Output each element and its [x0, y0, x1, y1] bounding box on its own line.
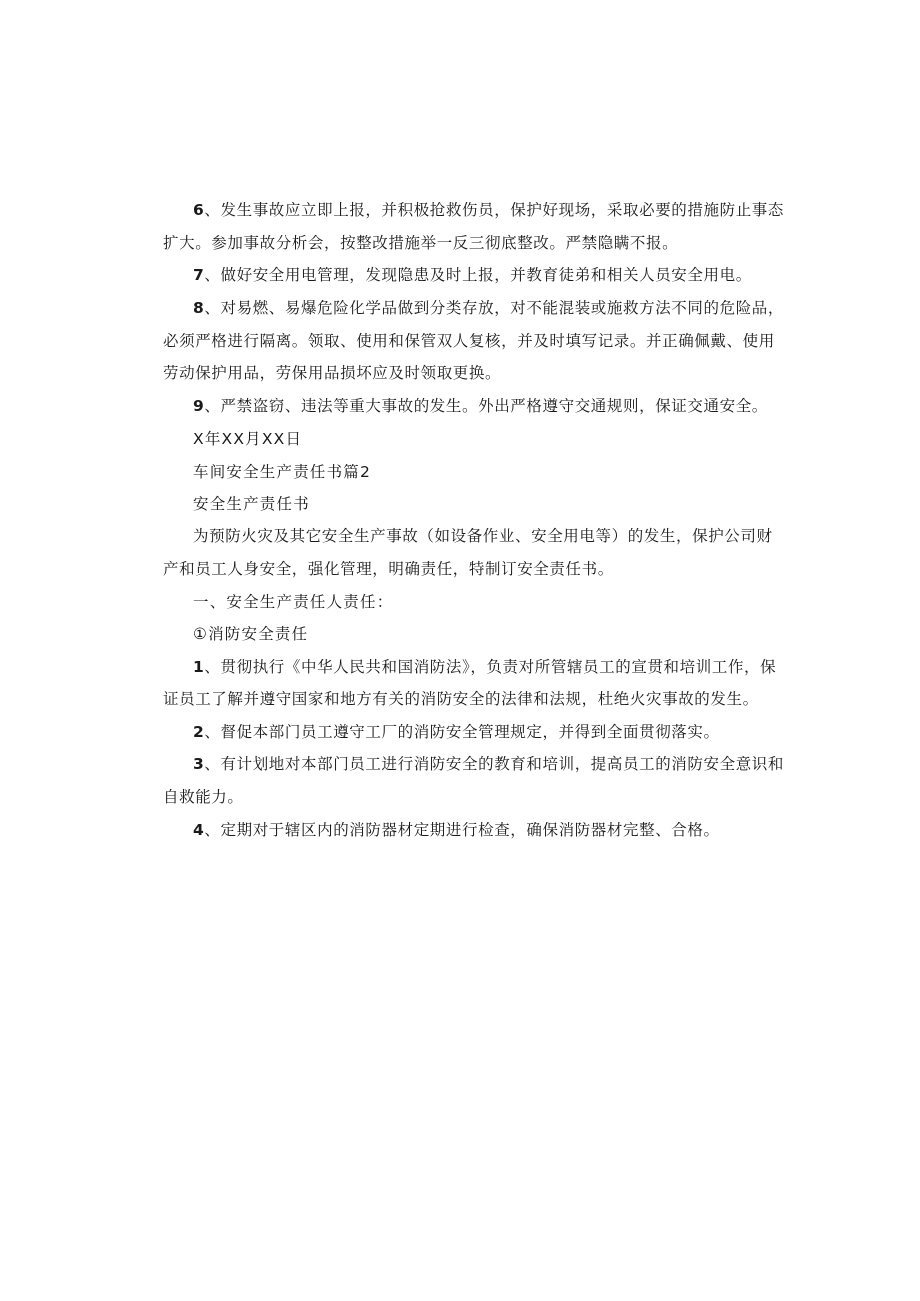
paragraph-7-line-1 [193, 265, 752, 285]
item-1-line-1 [193, 657, 776, 677]
item-2-line-1 [193, 722, 720, 742]
item-3-line-1 [193, 754, 784, 774]
paragraph-text: 、发生事故应立即上报，并积极抢救伤员，保护好现场，采取必要的措施防止事态 [204, 201, 784, 219]
intro-line-1: 为预防火灾及其它安全生产事故（如设备作业、安全用电等）的发生，保护公司财 [193, 527, 773, 545]
paragraph-text: 、严禁盗窃、违法等重大事故的发生。外出严格遵守交通规则，保证交通安全。 [204, 397, 768, 415]
item-number: 1 [193, 658, 205, 676]
item-text: 、有计划地对本部门员工进行消防安全的教育和培训，提高员工的消防安全意识和 [204, 755, 784, 773]
item-4-line-1 [193, 820, 720, 840]
item-3-line-2: 自救能力。 [163, 788, 244, 806]
paragraph-6-line-2: 扩大。参加事故分析会，按整改措施举一反三彻底整改。严禁隐瞒不报。 [163, 234, 679, 252]
subheading-fire-safety: ①消防安全责任 [193, 625, 309, 643]
document-title: 安全生产责任书 [193, 495, 310, 513]
paragraph-8-line-3: 劳动保护用品，劳保用品损坏应及时领取更换。 [163, 364, 502, 382]
item-text: 、贯彻执行《中华人民共和国消防法》，负责对所管辖员工的宣贯和培训工作，保 [204, 658, 777, 676]
paragraph-8-line-1 [193, 298, 784, 318]
heading-responsibility: 一、安全生产责任人责任： [193, 593, 394, 611]
item-number: 2 [193, 723, 205, 741]
item-number: 6 [193, 201, 205, 219]
paragraph-6-line-1 [193, 200, 784, 220]
item-number: 3 [193, 755, 205, 773]
item-number: 9 [193, 397, 205, 415]
item-number: 7 [193, 266, 205, 284]
paragraph-text: 、做好安全用电管理，发现隐患及时上报，并教育徒弟和相关人员安全用电。 [204, 266, 752, 284]
paragraph-text: 、对易燃、易爆危险化学品做到分类存放，对不能混装或施救方法不同的危险品， [204, 299, 784, 317]
item-number: 4 [193, 821, 205, 839]
paragraph-8-line-2: 必须严格进行隔离。领取、使用和保管双人复核，并及时填写记录。并正确佩戴、使用 [163, 332, 775, 350]
item-text: 、定期对于辖区内的消防器材定期进行检查，确保消防器材完整、合格。 [204, 821, 720, 839]
section-title: 车间安全生产责任书篇2 [193, 463, 372, 481]
date-line: X年XX月XX日 [193, 430, 303, 448]
paragraph-9-line-1 [193, 396, 768, 416]
intro-line-2: 产和员工人身安全，强化管理，明确责任，特制订安全责任书。 [163, 560, 614, 578]
item-text: 、督促本部门员工遵守工厂的消防安全管理规定，并得到全面贯彻落实。 [204, 723, 720, 741]
item-1-line-2: 证员工了解并遵守国家和地方有关的消防安全的法律和法规，杜绝火灾事故的发生。 [163, 690, 759, 708]
item-number: 8 [193, 299, 205, 317]
